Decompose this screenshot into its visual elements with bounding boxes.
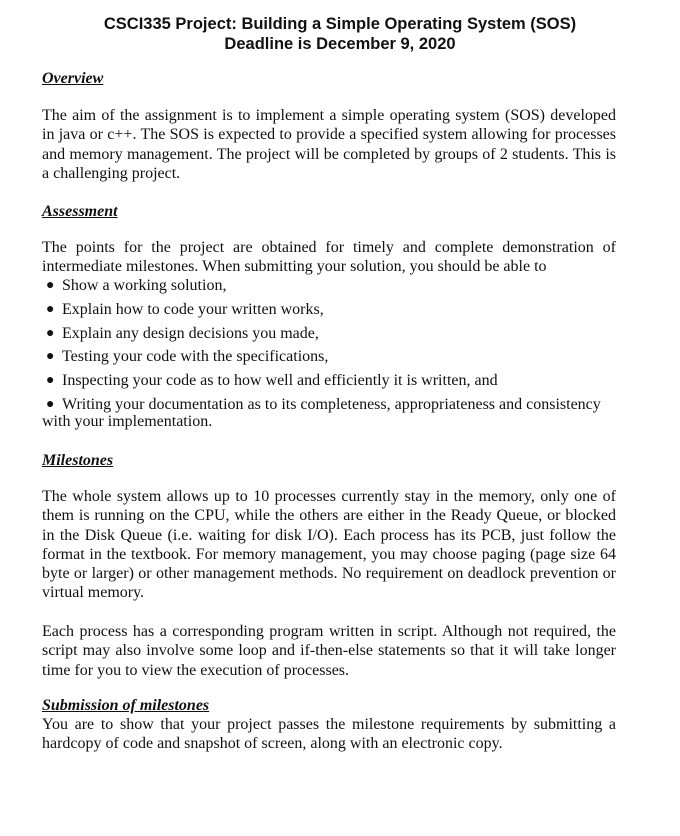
overview-heading: Overview bbox=[42, 70, 104, 87]
assessment-heading: Assessment bbox=[42, 203, 118, 220]
list-item: ● Writing your documentation as to its completeness, appropriateness and consistency bbox=[42, 393, 616, 417]
bullet-icon: ● bbox=[46, 396, 55, 412]
submission-heading: Submission of milestones bbox=[42, 697, 210, 714]
list-item: ● Explain any design decisions you made, bbox=[42, 322, 616, 346]
bullet-icon: ● bbox=[46, 325, 55, 341]
document-deadline: Deadline is December 9, 2020 bbox=[224, 35, 456, 53]
assessment-trailing-text: with your implementation. bbox=[42, 413, 213, 430]
bullet-icon: ● bbox=[46, 278, 55, 293]
list-item: ● Explain how to code your written works, bbox=[42, 298, 616, 322]
bullet-icon: ● bbox=[46, 301, 55, 317]
bullet-icon: ● bbox=[46, 349, 55, 365]
list-item: ● Show a working solution, bbox=[42, 274, 616, 298]
milestones-heading: Milestones bbox=[42, 452, 114, 469]
assessment-intro: The points for the project are obtained for timely and complete demonstration of intermediate milestones. When submitting your solution, you should be able to bbox=[42, 239, 616, 276]
bullet-icon: ● bbox=[46, 373, 55, 389]
milestones-paragraph-1: The whole system allows up to 10 processes currently stay in the memory, only one of them is running on the CPU, while the others are either in the Ready Queue, or blocked in the Disk Queue (i.e. waiting for disk I/O). Each process has its PCB, just follow the format in the textbook. For memory management, you may choose paging (page size 64 byte or larger) or other management methods. No requirement on deadlock prevention or virtual memory. bbox=[42, 488, 616, 602]
document-title: CSCI335 Project: Building a Simple Operating System (SOS) bbox=[103, 15, 577, 33]
list-item: ● Inspecting your code as to how well and efficiently it is written, and bbox=[42, 369, 616, 393]
milestones-paragraph-2: Each process has a corresponding program written in script. Although not required, the script may also involve some loop and if-then-else statements so that it will take longer time for you to view the execution of processes. bbox=[42, 623, 616, 679]
list-item: ● Testing your code with the specifications, bbox=[42, 345, 616, 369]
overview-paragraph: The aim of the assignment is to implement a simple operating system (SOS) developed in java or c++. The SOS is expected to provide a specified system allowing for processes and memory management. The project will be completed by groups of 2 students. This is a challenging project. bbox=[42, 107, 616, 182]
assessment-bullet-list bbox=[42, 274, 616, 417]
submission-paragraph: You are to show that your project passes the milestone requirements by submitting a hardcopy of code and snapshot of screen, along with an electronic copy. bbox=[42, 716, 616, 753]
